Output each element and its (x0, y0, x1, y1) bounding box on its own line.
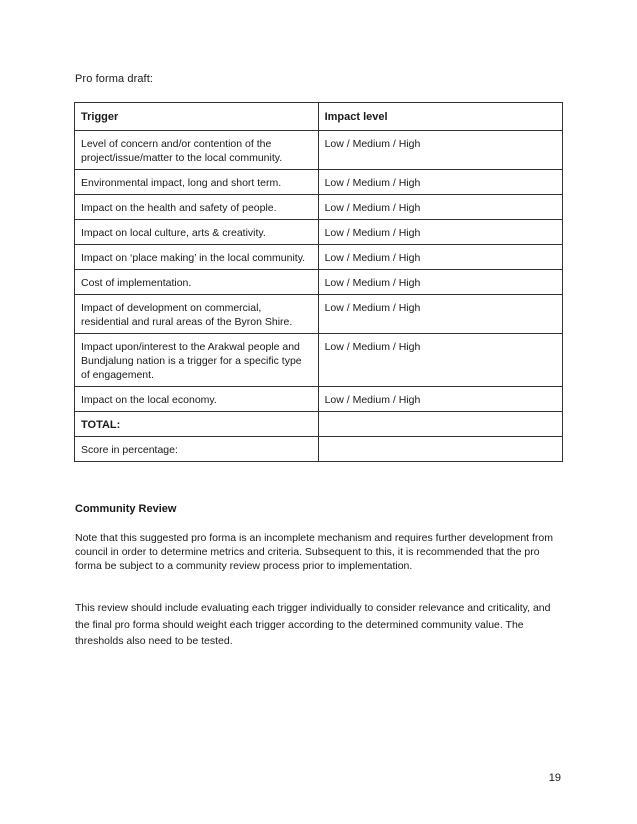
trigger-cell: Level of concern and/or contention of the project/issue/matter to the local community. (75, 131, 319, 170)
impact-cell: Low / Medium / High (318, 270, 562, 295)
table-header-row (75, 103, 563, 131)
header-impact-level: Impact level (318, 103, 562, 131)
score-value-cell (318, 437, 562, 462)
trigger-cell: Environmental impact, long and short term. (75, 170, 319, 195)
trigger-cell: Impact on ‘place making’ in the local community. (75, 245, 319, 270)
table-row (75, 131, 563, 170)
intro-label: Pro forma draft: (75, 73, 154, 85)
total-value-cell (318, 412, 562, 437)
impact-cell: Low / Medium / High (318, 131, 562, 170)
pro-forma-table (74, 102, 563, 462)
header-trigger: Trigger (75, 103, 319, 131)
trigger-cell: Cost of implementation. (75, 270, 319, 295)
score-label: Score in percentage: (75, 437, 319, 462)
community-review-paragraph-1: Note that this suggested pro forma is an incomplete mechanism and requires further development from council in order to determine metrics and criteria. Subsequent to this, it is recommended that the pro forma be subject to a community review process prior to implementation. (75, 532, 553, 573)
trigger-cell: Impact of development on commercial, residential and rural areas of the Byron Shire. (75, 295, 319, 334)
impact-cell: Low / Medium / High (318, 195, 562, 220)
table-row (75, 220, 563, 245)
table-row (75, 270, 563, 295)
impact-cell: Low / Medium / High (318, 295, 562, 334)
table-row (75, 387, 563, 412)
trigger-cell: Impact on the health and safety of people. (75, 195, 319, 220)
page-number: 19 (548, 772, 561, 784)
table-row (75, 170, 563, 195)
community-review-paragraph-2: This review should include evaluating each trigger individually to consider relevance and criticality, and the final pro forma should weight each trigger according to the determined community value. The thresholds also need to be tested. (75, 602, 551, 647)
community-review-heading: Community Review (75, 503, 177, 515)
score-row (75, 437, 563, 462)
impact-cell: Low / Medium / High (318, 334, 562, 387)
trigger-cell: Impact on the local economy. (75, 387, 319, 412)
table-row (75, 334, 563, 387)
table-row (75, 295, 563, 334)
impact-cell: Low / Medium / High (318, 245, 562, 270)
trigger-cell: Impact on local culture, arts & creativity. (75, 220, 319, 245)
trigger-cell: Impact upon/interest to the Arakwal people and Bundjalung nation is a trigger for a specific type of engagement. (75, 334, 319, 387)
table-row (75, 245, 563, 270)
impact-cell: Low / Medium / High (318, 170, 562, 195)
impact-cell: Low / Medium / High (318, 220, 562, 245)
impact-cell: Low / Medium / High (318, 387, 562, 412)
table-row (75, 195, 563, 220)
total-label: TOTAL: (75, 412, 319, 437)
total-row (75, 412, 563, 437)
